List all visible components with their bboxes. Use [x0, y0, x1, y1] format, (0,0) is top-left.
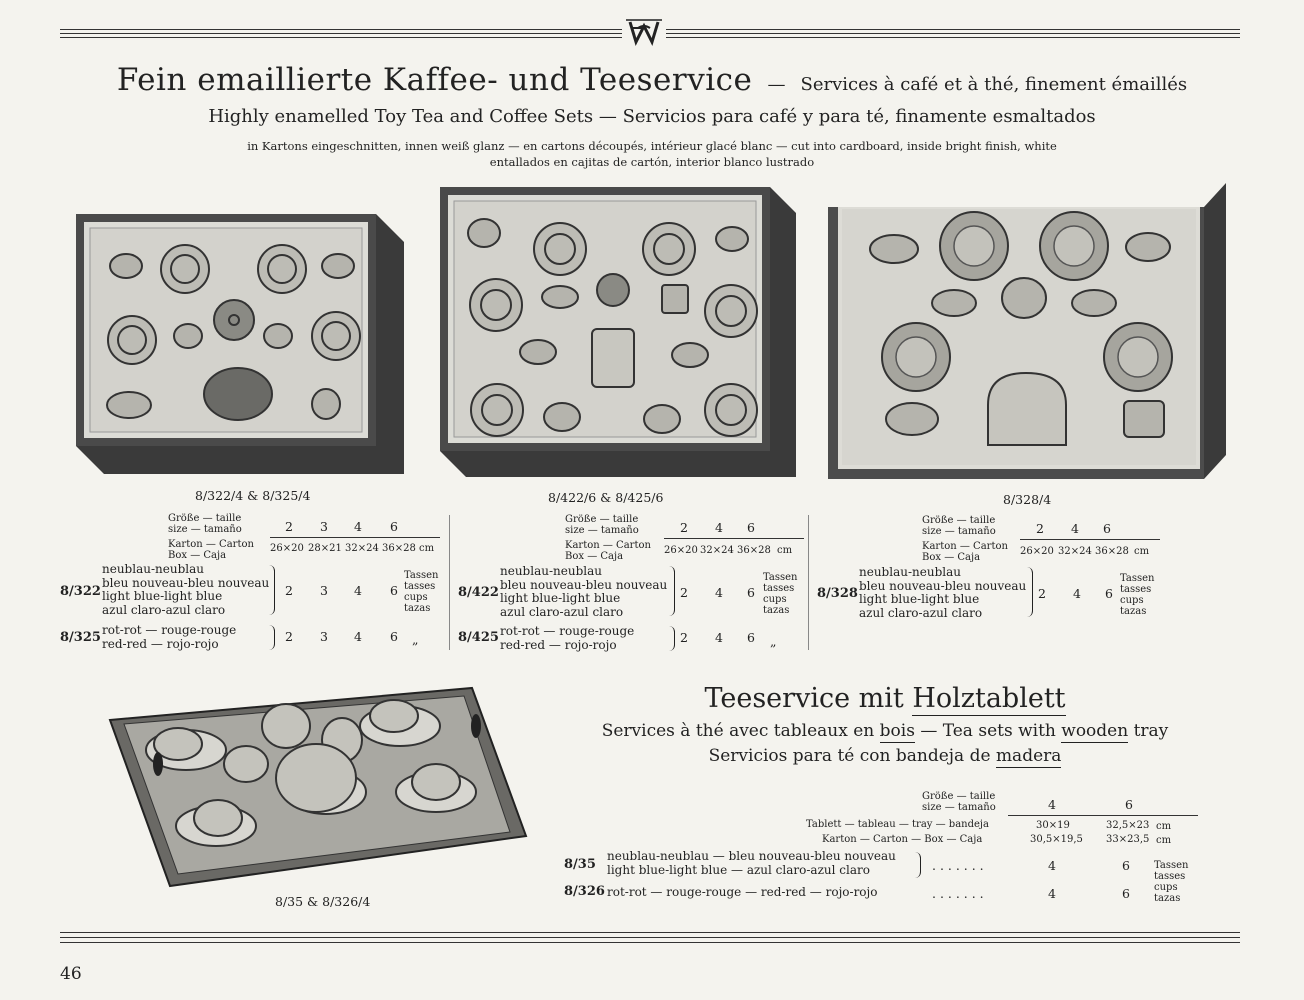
brand-logo — [622, 14, 666, 48]
val-6: 6 — [390, 629, 398, 644]
val-2: 2 — [285, 583, 293, 598]
val-6: 6 — [1122, 886, 1130, 901]
caption-set-1: 8/322/4 & 8/325/4 — [195, 488, 311, 503]
brace — [914, 852, 921, 878]
size-2: 2 — [1036, 521, 1044, 536]
box-label: Karton — Carton Box — Caja — [565, 540, 651, 562]
unit-cups: Tassen tasses cups tazas — [404, 570, 439, 614]
val-2: 2 — [285, 629, 293, 644]
tea-tray-image — [106, 686, 530, 890]
tray-subheading-es: Servicios para té con bandeja de madera — [708, 746, 1062, 766]
leader-dots: . . . . . . . — [932, 858, 984, 873]
val-3: 3 — [320, 629, 328, 644]
box-set-1-image — [76, 212, 408, 476]
tray-dim-4: 30×19 — [1036, 820, 1070, 831]
val-4: 4 — [354, 629, 362, 644]
val-4: 4 — [1048, 886, 1056, 901]
val-3: 3 — [320, 583, 328, 598]
unit-cm: cm — [1156, 821, 1172, 832]
header-rule — [1008, 815, 1198, 816]
tray-subheading: Services à thé avec tableaux en bois — Tea sets with wooden tray — [601, 721, 1169, 741]
box-dim-2: 28×21 — [308, 543, 342, 554]
unit-cm: cm — [1156, 835, 1172, 846]
code-8-422: 8/422 — [458, 585, 499, 600]
page-title: Fein emaillierte Kaffee- und Teeservice — Services à café et à thé, finement émaillés — [116, 62, 1188, 98]
val-2: 2 — [680, 630, 688, 645]
size-6: 6 — [747, 520, 755, 535]
box-label: Karton — Carton Box — Caja — [922, 541, 1008, 563]
size-label: Größe — taille size — tamaño — [168, 513, 242, 535]
unit-cm: cm — [419, 543, 435, 554]
table-divider-2 — [808, 515, 809, 650]
code-8-325: 8/325 — [60, 630, 101, 645]
unit-cups: Tassen tasses cups tazas — [1120, 573, 1155, 617]
desc-8-325: rot-rot — rouge-rouge red-red — rojo-rojo — [102, 623, 237, 651]
ditto-mark: „ — [412, 632, 419, 647]
logo-icon — [622, 14, 666, 48]
brace — [1026, 567, 1033, 617]
box-dim-1: 26×20 — [664, 545, 698, 556]
box-dim-3: 36×28 — [1095, 546, 1129, 557]
page-subtitle: Highly enamelled Toy Tea and Coffee Sets — Servicios para café y para té, finamente esmaltados — [208, 106, 1096, 127]
box-dims-label: Karton — Carton — Box — Caja — [822, 834, 983, 845]
tray-dims-label: Tablett — tableau — tray — bandeja — [806, 819, 989, 830]
unit-cm: cm — [1134, 546, 1150, 557]
header-rule — [270, 537, 440, 538]
val-4: 4 — [1048, 858, 1056, 873]
ditto-mark: „ — [770, 634, 777, 649]
bottom-rule-1 — [60, 932, 1240, 933]
desc-8-322: neublau-neublau bleu nouveau-bleu nouveau light blue-light blue azul claro-azul claro — [102, 562, 270, 617]
val-6: 6 — [1122, 858, 1130, 873]
size-2: 2 — [285, 519, 293, 534]
val-2: 2 — [1038, 586, 1046, 601]
val-4: 4 — [715, 630, 723, 645]
box-dim-2: 32×24 — [1058, 546, 1092, 557]
desc-8-422: neublau-neublau bleu nouveau-bleu nouveau light blue-light blue azul claro-azul claro — [500, 564, 668, 619]
size-label: Größe — taille size — tamaño — [922, 791, 996, 813]
size-4: 4 — [354, 519, 362, 534]
desc-8-35: neublau-neublau — bleu nouveau-bleu nouveau light blue-light blue — azul claro-azul claro — [607, 849, 896, 877]
val-4: 4 — [354, 583, 362, 598]
box-dim-1: 26×20 — [270, 543, 304, 554]
desc-8-328: neublau-neublau bleu nouveau-bleu nouveau light blue-light blue azul claro-azul claro — [859, 565, 1027, 620]
brace — [668, 626, 675, 651]
val-6: 6 — [390, 583, 398, 598]
bottom-rule-2 — [60, 937, 1240, 938]
val-2: 2 — [680, 585, 688, 600]
caption-set-3: 8/328/4 — [1003, 492, 1052, 507]
desc-8-326: rot-rot — rouge-rouge — red-red — rojo-rojo — [607, 885, 878, 899]
box-label: Karton — Carton Box — Caja — [168, 539, 254, 561]
page-number: 46 — [60, 964, 82, 984]
tray-heading: Teeservice mit Holztablett — [704, 683, 1066, 714]
size-6: 6 — [1125, 797, 1133, 812]
brace — [268, 565, 275, 615]
size-3: 3 — [320, 519, 328, 534]
leader-dots: . . . . . . . — [932, 886, 984, 901]
header-rule — [1020, 539, 1160, 540]
code-8-35: 8/35 — [564, 857, 596, 872]
box-dim-4: 30,5×19,5 — [1030, 834, 1083, 845]
caption-tray: 8/35 & 8/326/4 — [275, 894, 371, 909]
brace — [668, 566, 675, 616]
tray-dim-6: 32,5×23 — [1106, 820, 1150, 831]
size-label: Größe — taille size — tamaño — [922, 515, 996, 537]
bottom-rule-3 — [60, 942, 1240, 943]
desc-8-425: rot-rot — rouge-rouge red-red — rojo-rojo — [500, 624, 635, 652]
val-4: 4 — [715, 585, 723, 600]
header-rule — [664, 538, 804, 539]
box-dim-4: 36×28 — [382, 543, 416, 554]
code-8-425: 8/425 — [458, 630, 499, 645]
caption-set-2: 8/422/6 & 8/425/6 — [548, 490, 664, 505]
code-8-328: 8/328 — [817, 586, 858, 601]
box-dim-3: 36×28 — [737, 545, 771, 556]
box-set-2-image — [440, 187, 798, 479]
page-note: in Kartons eingeschnitten, innen weiß glanz — en cartons découpés, intérieur glacé blanc — cut into cardboard, inside bright finish, white entallados en cajitas de cartón, interior blanco lustrado — [247, 139, 1057, 169]
code-8-322: 8/322 — [60, 584, 101, 599]
size-4: 4 — [715, 520, 723, 535]
val-6: 6 — [747, 585, 755, 600]
box-set-3-image — [828, 183, 1228, 481]
table-divider-1 — [449, 515, 450, 650]
unit-cm: cm — [777, 545, 793, 556]
size-4: 4 — [1071, 521, 1079, 536]
box-dim-1: 26×20 — [1020, 546, 1054, 557]
val-4: 4 — [1073, 586, 1081, 601]
unit-cups: Tassen tasses cups tazas — [763, 572, 798, 616]
box-dim-6: 33×23,5 — [1106, 834, 1150, 845]
size-6: 6 — [390, 519, 398, 534]
brace — [268, 625, 275, 650]
code-8-326: 8/326 — [564, 884, 605, 899]
unit-cups: Tassen tasses cups tazas — [1154, 860, 1189, 904]
size-label: Größe — taille size — tamaño — [565, 514, 639, 536]
box-dim-3: 32×24 — [345, 543, 379, 554]
size-2: 2 — [680, 520, 688, 535]
size-6: 6 — [1103, 521, 1111, 536]
size-4: 4 — [1048, 797, 1056, 812]
val-6: 6 — [1105, 586, 1113, 601]
val-6: 6 — [747, 630, 755, 645]
box-dim-2: 32×24 — [700, 545, 734, 556]
